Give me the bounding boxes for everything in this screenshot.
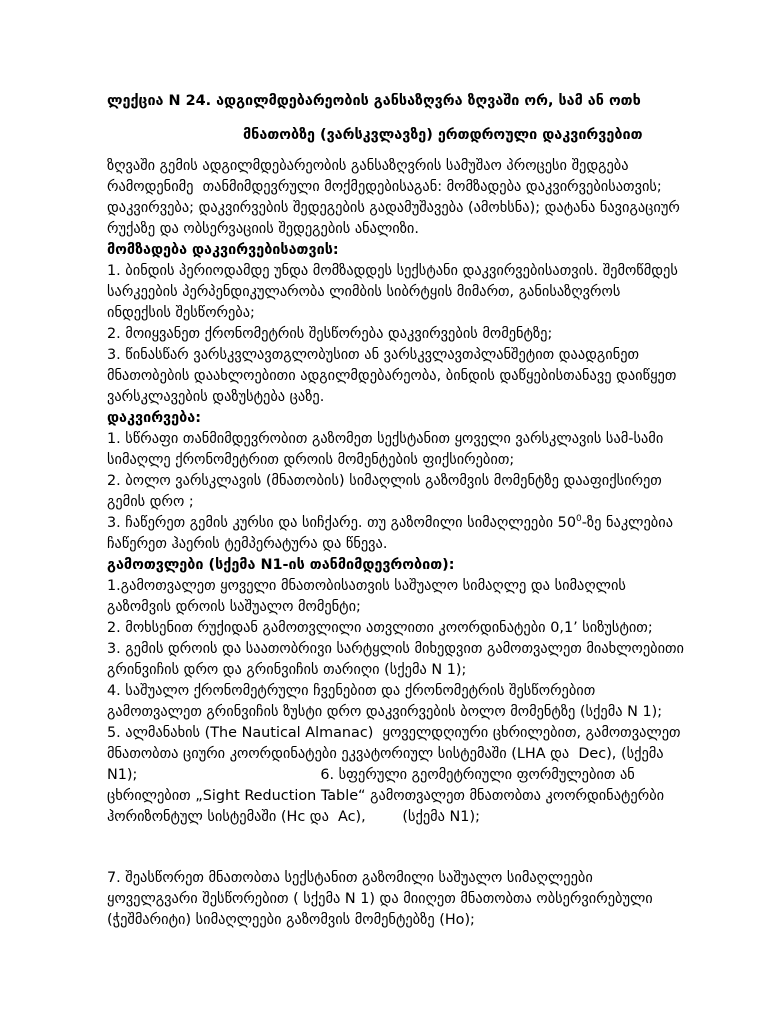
text-line: მნათობთა ციური კოორდინატები ეკვატორიულ სისტემაში (LHA და Dec), (სქემა <box>107 746 664 762</box>
text-line: 1.გამოთვალეთ ყოველი მნათობისათვის საშუალო სიმაღლე და სიმაღლის <box>107 578 626 594</box>
text-line: სიმაღლე ქრონომეტრით დროის მომენტების ფიქსირებით; <box>107 452 515 468</box>
text-line: 3. წინასწარ ვარსკვლავთგლობუსით ან ვარსკვლავთპლანშეტით დაადგინეთ <box>107 347 640 363</box>
text-line: რამოდენიმე თანმიმდევრული მოქმედებისაგან: მომზადება დაკვირვებისათვის; <box>107 179 662 195</box>
text-line: 5. ალმანახის (The Nautical Almanac) ყოველდღიური ცხრილებით, გამოთვალეთ <box>107 725 681 741</box>
text-line: (ჭეშმარიტი) სიმაღლეები გაზომვის მომენტებზე (Ho); <box>107 912 475 928</box>
text-line: დაკვირვება; დაკვირვების შედეგების გადამუშავება (ამოხსნა); დატანა ნავიგაციურ <box>107 200 680 216</box>
text-line: ზღვაში გემის ადგილმდებარეობის განსაზღვრის სამუშაო პროცესი შედგება <box>107 158 629 174</box>
text-line: სარკეების პერპენდიკულარობა ლიმბის სიბრტყის მიმართ, განისაზღვროს <box>107 284 621 300</box>
text-line: 7. შეასწორეთ მნათობთა სექსტანით გაზომილი საშუალო სიმაღლეები <box>107 870 593 886</box>
lecture-title-line-1: ლექცია N 24. ადგილმდებარეობის განსაზღვრა ზღვაში ორ, სამ ან ოთხ <box>107 93 641 109</box>
text-line: 2. მოხსენით რუქიდან გამოთვლილი ათვლითი კოორდინატები 0,1’ სიზუსტით; <box>107 620 653 636</box>
text-line: ჩაწერეთ ჰაერის ტემპერატურა და წნევა. <box>107 536 388 552</box>
text-line: გაზომვის დროის საშუალო მომენტი; <box>107 599 361 615</box>
text-segment: 3. ჩაწერეთ გემის კურსი და სიჩქარე. თუ გაზომილი სიმაღლეები 50 <box>107 515 576 531</box>
calculation-section <box>107 555 728 931</box>
lecture-title-line-2: მნათობზე (ვარსკვლავზე) ერთდროული დაკვირვებით <box>243 127 643 143</box>
text-line: 2. მოიყვანეთ ქრონომეტრის შესწორება დაკვირვების მომენტზე; <box>107 326 553 342</box>
section-heading-calculations: გამოთვლები (სქემა N1-ის თანმიმდევრობით): <box>107 557 455 573</box>
text-line: 2. ბოლო ვარსკლავის (მნათობის) სიმაღლის გაზომვის მომენტზე დააფიქსირეთ <box>107 473 662 489</box>
text-line-with-superscript <box>107 513 728 534</box>
paragraph-gap <box>107 828 728 868</box>
text-line: გამოთვალეთ გრინვიჩის ზუსტი დრო დაკვირვების ბოლო მომენტზე (სქემა N 1); <box>107 704 663 720</box>
observation-section <box>107 408 728 555</box>
degree-superscript: 0 <box>576 514 582 524</box>
text-line: ვარსკლავების დაზუსტება ცაზე. <box>107 389 325 405</box>
document-body <box>107 156 728 931</box>
text-line: ცხრილებით „Sight Reduction Table“ გამოთვალეთ მნათობთა კოორდინატერბი <box>107 788 665 804</box>
text-line: 3. გემის დროის და საათობრივი სარტყლის მიხედვით გამოთვალეთ მიახლოებითი <box>107 641 685 657</box>
text-line: მნათობების დაახლოებითი ადგილმდებარეობა, ბინდის დაწყებისთანავე დაიწყეთ <box>107 368 677 384</box>
text-line: 4. საშუალო ქრონომეტრული ჩვენებით და ქრონომეტრის შესწორებით <box>107 683 596 699</box>
text-line: გემის დრო ; <box>107 494 194 510</box>
text-line: გრინვიჩის დრო და გრინვიჩის თარიღი (სქემა N 1); <box>107 662 467 678</box>
text-line: ჰორიზონტულ სისტემაში (Hc და Ac), (სქემა N1); <box>107 809 480 825</box>
text-line: 1. ბინდის პერიოდამდე უნდა მომზადდეს სექსტანი დაკვირვებისათვის. შემოწმდეს <box>107 263 678 279</box>
text-line: რუქაზე და ობსერვაციის შედეგების ანალიზი. <box>107 221 419 237</box>
section-heading-observation: დაკვირვება: <box>107 410 201 426</box>
section-heading-preparation: მომზადება დაკვირვებისათვის: <box>107 242 339 258</box>
intro-paragraph <box>107 156 728 240</box>
text-line: ყოველგვარი შესწორებით ( სქემა N 1) და მიიღეთ მნათობთა ობსერვირებული <box>107 891 653 907</box>
text-line: ინდექსის შესწორება; <box>107 305 255 321</box>
text-line: 1. სწრაფი თანმიმდევრობით გაზომეთ სექსტანით ყოველი ვარსკლავის სამ-სამი <box>107 431 664 447</box>
preparation-section <box>107 240 728 408</box>
text-segment: -ზე ნაკლებია <box>581 515 674 531</box>
text-line: N1); 6. სფერული გეომეტრიული ფორმულებით ან <box>107 767 635 783</box>
